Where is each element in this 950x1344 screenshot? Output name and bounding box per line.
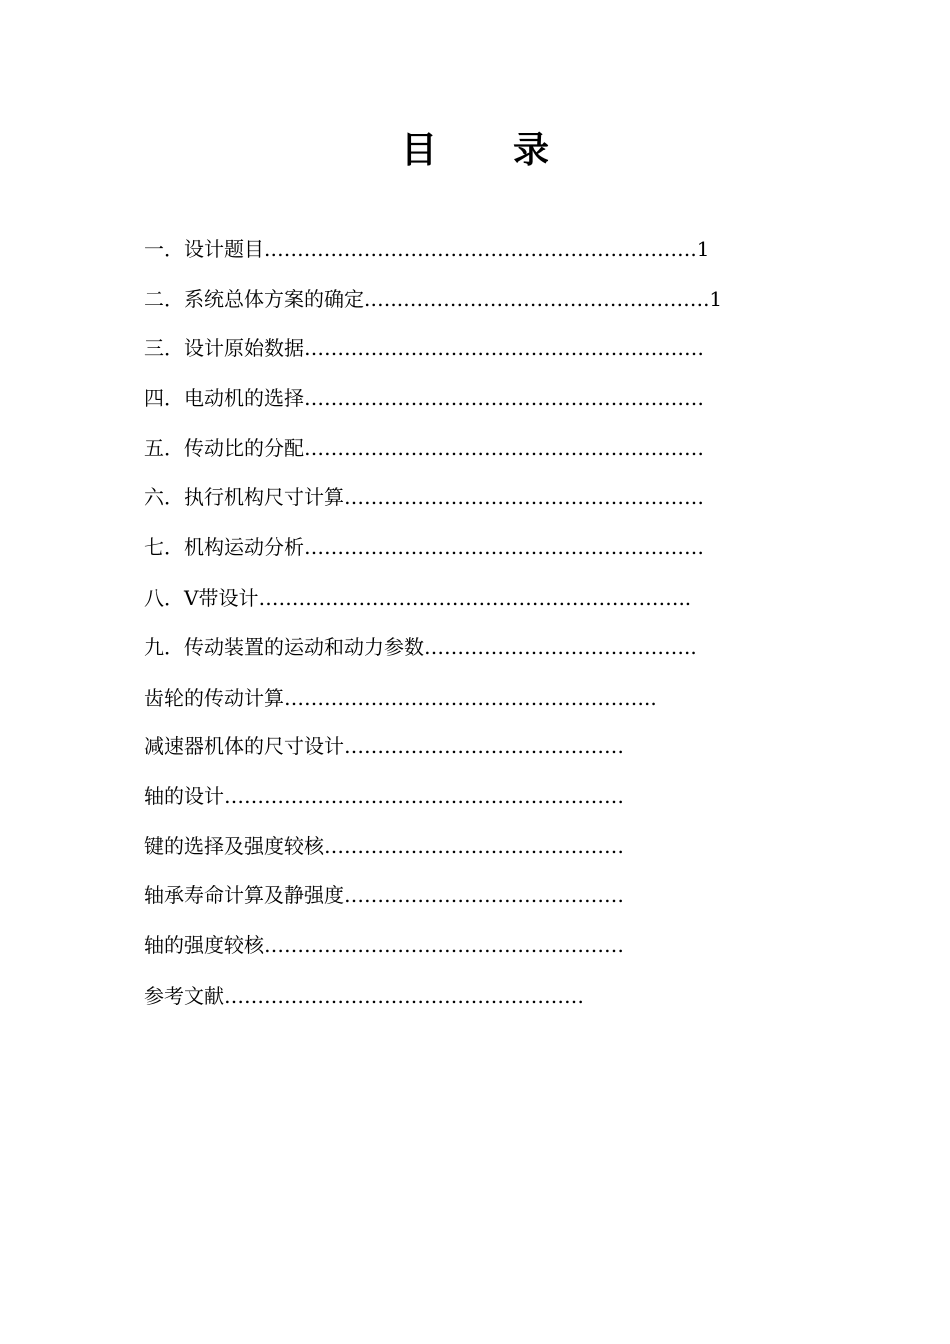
title-char-2: 录 — [513, 130, 550, 171]
toc-entry-8: 八．V带设计……………………………………………………….. — [144, 586, 692, 610]
toc-entry-10: 齿轮的传动计算……………………………………………….. — [144, 686, 657, 710]
toc-entry-15: 轴的强度较核……………………………………………… — [144, 933, 624, 957]
title-char-1: 目 — [400, 130, 437, 171]
toc-entry-5: 五．传动比的分配…………………………………………………… — [144, 436, 704, 460]
toc-entry-1: 一．设计题目.……………………………………………………….1 — [144, 237, 710, 261]
page-title — [0, 126, 950, 176]
toc-entry-9: 九．传动装置的运动和动力参数………………………………….. — [144, 635, 697, 659]
toc-entry-12: 轴的设计…………………………………………………… — [144, 784, 624, 808]
toc-entry-11: 减速器机体的尺寸设计…………………………………… — [144, 734, 624, 758]
toc-entry-3: 三．设计原始数据…………………………………………………… — [144, 336, 704, 360]
toc-entry-2: 二．系统总体方案的确定.…..……………………………………….1 — [144, 287, 723, 311]
toc-entry-7: 七．机构运动分析…………………………………………………… — [144, 535, 704, 559]
toc-entry-13: 键的选择及强度较核……………………………………… — [144, 834, 624, 858]
toc-entry-4: 四．电动机的选择…………………………………………………… — [144, 386, 704, 410]
toc-entry-6: 六．执行机构尺寸计算……………………………………………… — [144, 485, 704, 509]
toc-entry-16: 参考文献……………………………………………… — [144, 984, 584, 1008]
toc-entry-14: 轴承寿命计算及静强度…………………………………… — [144, 883, 624, 907]
